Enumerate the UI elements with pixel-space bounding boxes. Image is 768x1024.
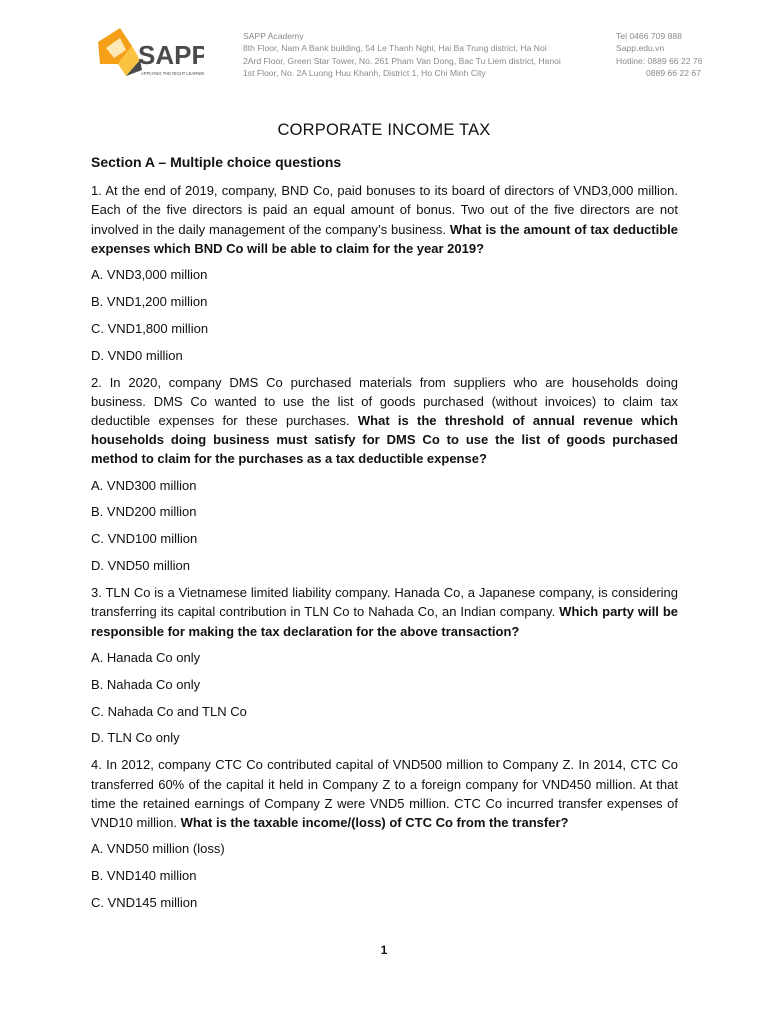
- logo-tagline: APPLYING THE RIGHT LEARNING: [141, 71, 204, 76]
- answer-option: A. VND3,000 million: [91, 267, 208, 283]
- answer-option: B. VND200 million: [91, 504, 197, 520]
- question-4: [91, 755, 678, 832]
- page-number: 1: [380, 943, 388, 957]
- question-1: [91, 181, 678, 258]
- question-2: [91, 373, 678, 469]
- answer-option: B. VND140 million: [91, 868, 197, 884]
- logo-text: SAPP: [138, 40, 204, 70]
- header-contact: [616, 30, 702, 80]
- answer-option: A. VND300 million: [91, 477, 197, 493]
- answer-option: B. Nahada Co only: [91, 676, 201, 692]
- answer-option: C. VND100 million: [91, 531, 198, 547]
- question-text: 4. In 2012, company CTC Co contributed capital of VND500 million to Company Z. In 2014, CTC Co transferred 60% of the capital it held in Company Z to a foreign company for VND450 million. At that time the retained earnings of Company Z were VND5 million. CTC Co incurred transfer expenses of VND10 million.: [91, 757, 678, 830]
- header-line: 8th Floor, Nam A Bank building, 54 Le Thanh Nghi, Hai Ba Trung district, Ha Noi: [243, 43, 547, 54]
- question-text: 2. In 2020, company DMS Co purchased materials from suppliers who are households doing business. DMS Co wanted to use the list of goods purchased (without invoices) to claim tax deductible expenses for these purchases.: [91, 374, 678, 428]
- question-prompt: What is the amount of tax deductible expenses which BND Co will be able to claim for the year 2019?: [91, 221, 678, 256]
- answer-option: D. TLN Co only: [91, 730, 180, 746]
- answer-option: C. Nahada Co and TLN Co: [91, 703, 247, 719]
- answer-option: A. VND50 million (loss): [91, 841, 225, 857]
- header-website: Sapp.edu.vn: [616, 43, 665, 54]
- header-phone: Tel 0466 709 888: [616, 31, 682, 41]
- header-hotline: Hotline: 0889 66 22 76: [616, 55, 703, 66]
- header-hotline-2: 0889 66 22 67: [646, 68, 701, 79]
- sapp-logo-icon: [96, 26, 204, 82]
- question-prompt: Which party will be responsible for making the tax declaration for the above transaction?: [91, 604, 678, 639]
- answer-option: D. VND0 million: [91, 347, 183, 363]
- sapp-logo: [96, 26, 204, 82]
- answer-option: B. VND1,200 million: [91, 293, 208, 309]
- section-title: Section A – Multiple choice questions: [91, 154, 342, 170]
- answer-option: A. Hanada Co only: [91, 649, 201, 665]
- header-line: 1st Floor, No. 2A Luong Huu Khanh, District 1, Ho Chi Minh City: [243, 68, 486, 79]
- header-address: [243, 30, 561, 80]
- answer-option: C. VND145 million: [91, 894, 198, 910]
- question-prompt: What is the threshold of annual revenue which households doing business must satisfy for DMS Co to use the list of goods purchased method to claim for the purchases as a tax deductible expense?: [91, 412, 679, 467]
- question-text: 3. TLN Co is a Vietnamese limited liability company. Hanada Co, a Japanese company, is considering transferring its capital contribution in TLN Co to Nahada Co, an Indian company.: [91, 585, 678, 620]
- header-line: 2Ard Floor, Green Star Tower, No. 261 Pham Van Dong, Bac Tu Liem district, Hanoi: [243, 55, 561, 66]
- question-prompt: What is the taxable income/(loss) of CTC Co from the transfer?: [180, 814, 569, 830]
- document-body: [91, 153, 678, 920]
- answer-option: C. VND1,800 million: [91, 320, 209, 336]
- answer-option: D. VND50 million: [91, 558, 190, 574]
- question-text: 1. At the end of 2019, company, BND Co, paid bonuses to its board of directors of VND3,000 million. Each of the five directors is paid an equal amount of bonus. Two out of the five directors are not involved in the daily management of the company’s business.: [91, 183, 678, 237]
- question-3: [91, 583, 678, 641]
- header-line: SAPP Academy: [243, 31, 304, 41]
- document-title: CORPORATE INCOME TAX: [277, 121, 491, 139]
